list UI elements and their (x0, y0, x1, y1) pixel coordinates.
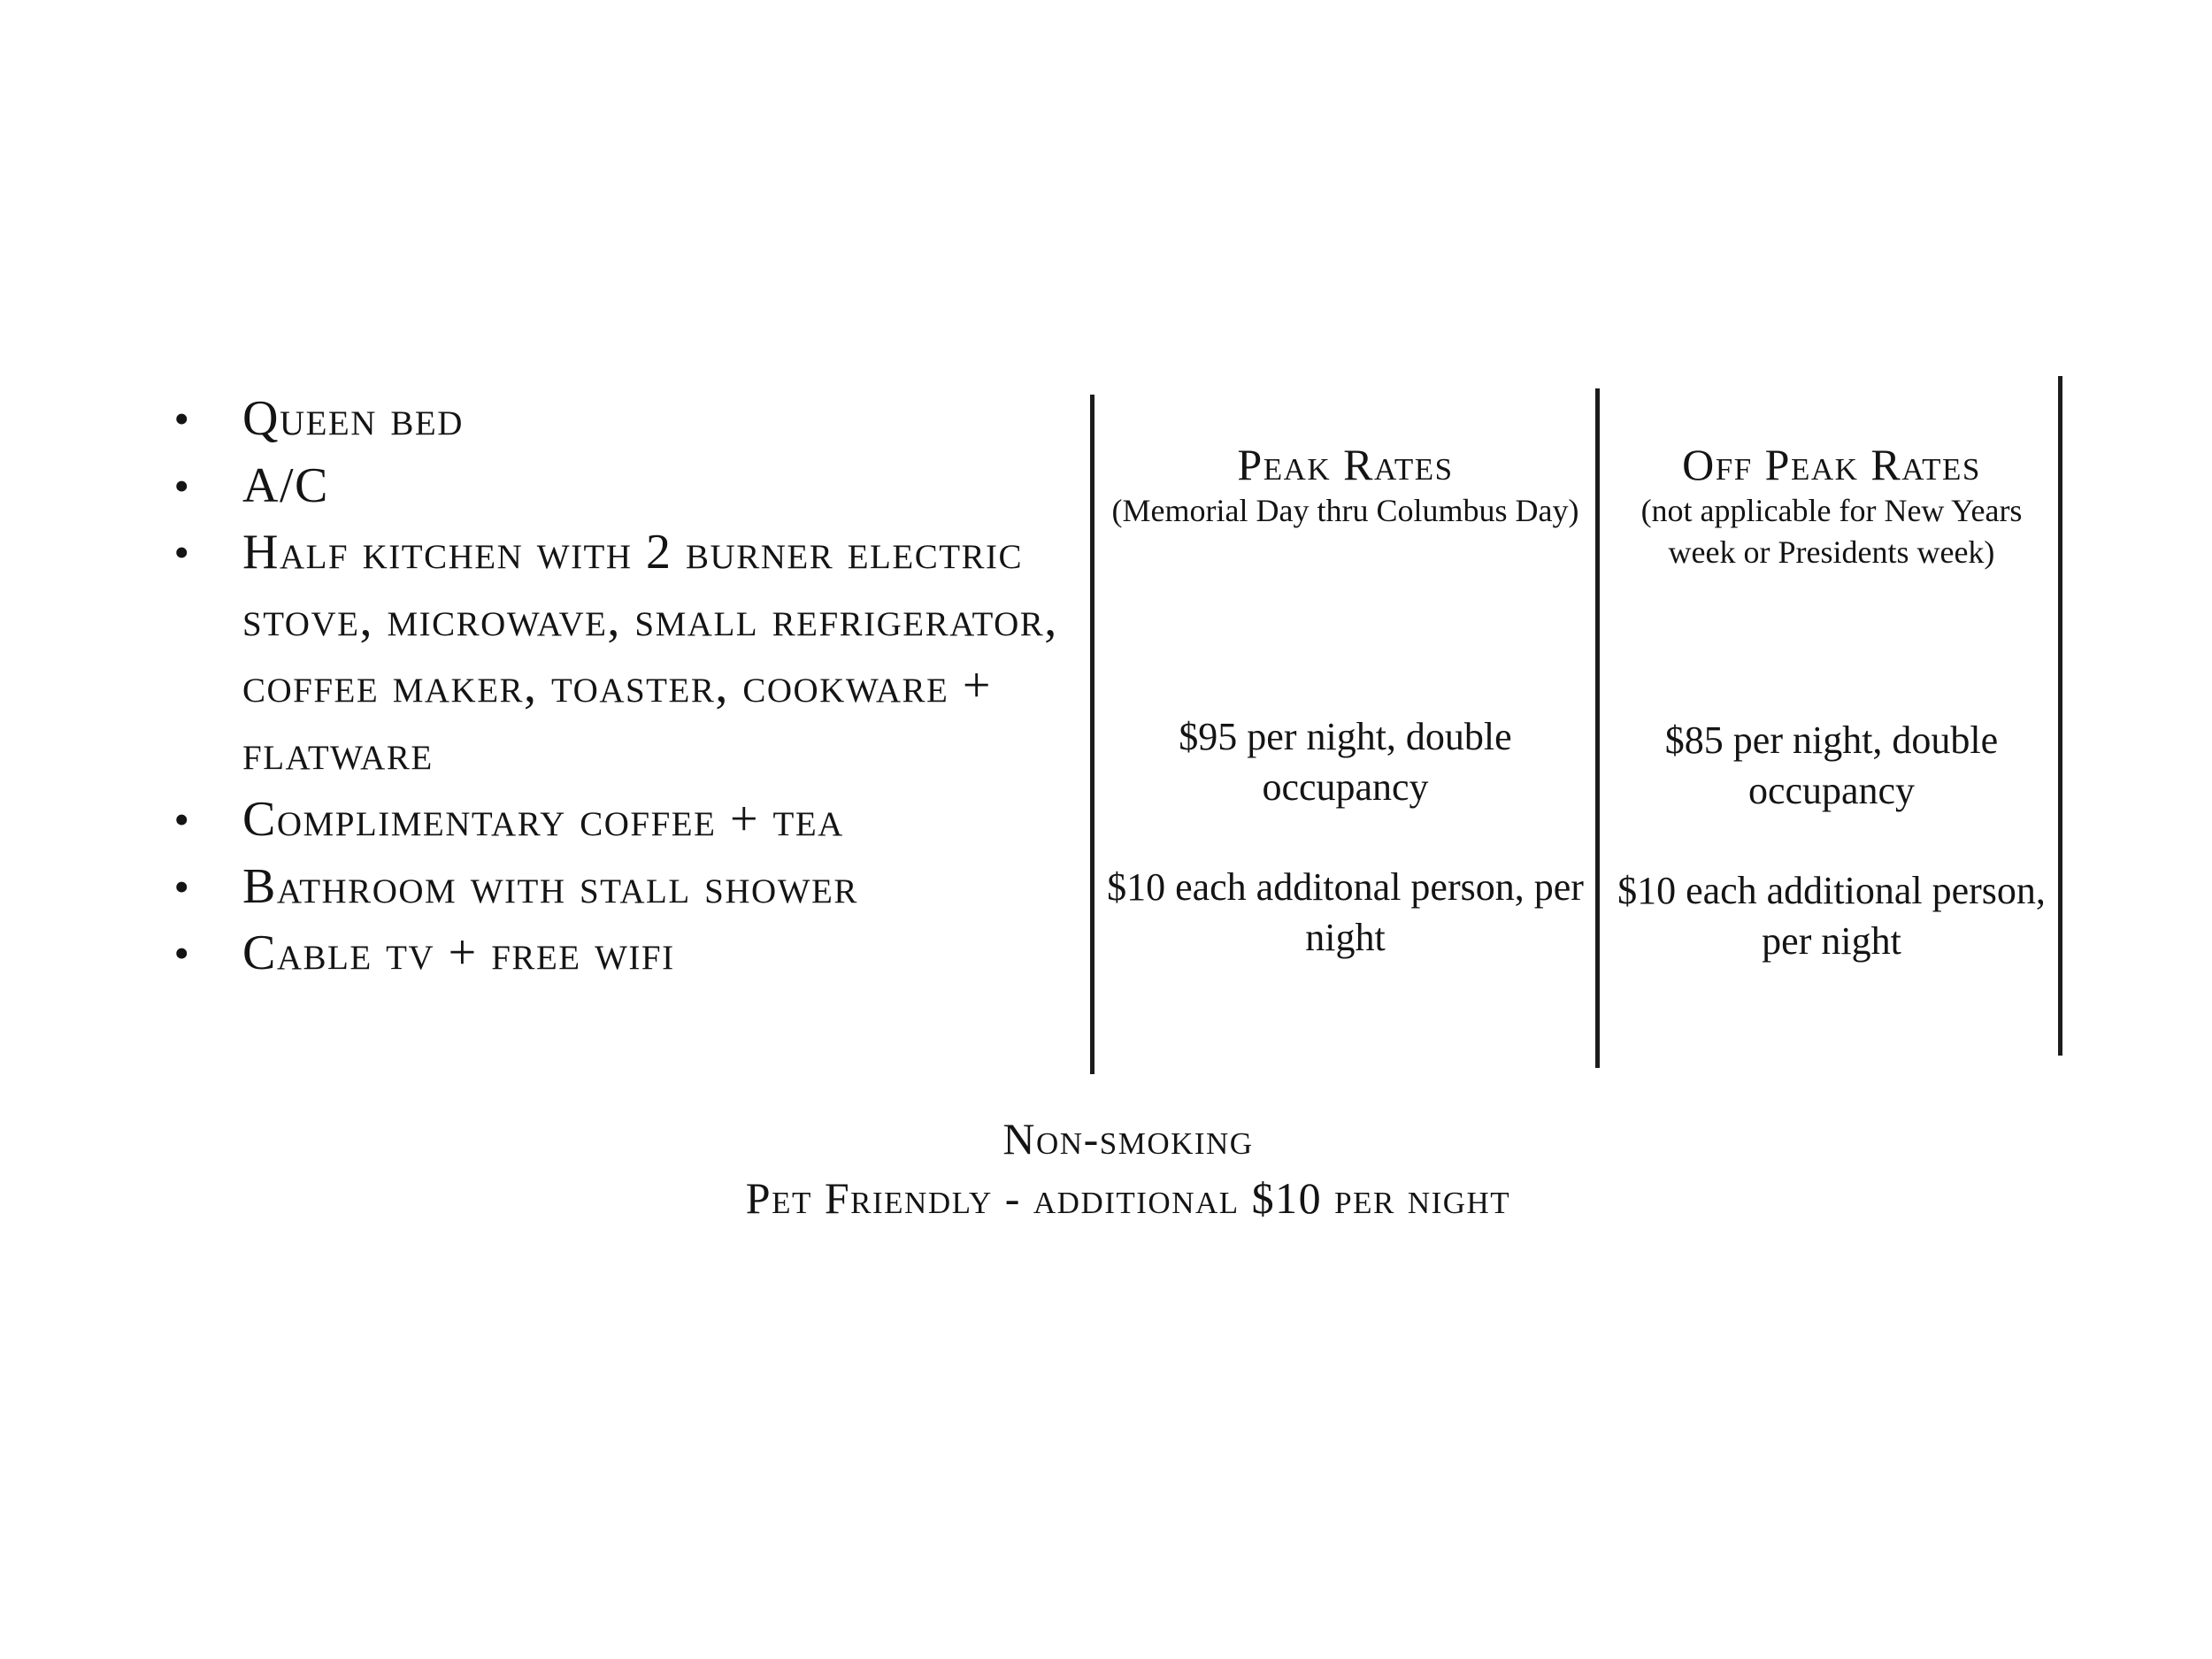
amenity-text: A/C (242, 457, 329, 513)
amenity-text: Half kitchen with 2 burner electric stove, microwave, small refrigerator, coffee maker, toaster, cookware + flatware (242, 525, 1058, 780)
amenities-list (173, 386, 1058, 987)
off-peak-rates-title: Off Peak Rates (1682, 440, 1981, 489)
peak-rates-title: Peak Rates (1237, 440, 1454, 489)
peak-rates-price: $95 per night, double occupancy (1179, 715, 1512, 809)
amenity-text: Queen bed (242, 391, 464, 446)
amenity-item-half-kitchen (173, 519, 1058, 787)
peak-rates-extra-person: $10 each additonal person, per night (1107, 865, 1584, 959)
amenity-text: Complimentary coffee + tea (242, 792, 844, 847)
amenity-item-bathroom (173, 854, 1058, 921)
off-peak-rates-extra-person: $10 each additional person, per night (1617, 869, 2046, 963)
bullet-icon: • (173, 394, 191, 443)
amenity-text: Cable tv + free wifi (242, 926, 675, 980)
peak-rates-note: (Memorial Day thru Columbus Day) (1111, 493, 1579, 528)
amenity-item-cable-wifi (173, 920, 1058, 987)
non-smoking-note: Non-smoking (1002, 1114, 1254, 1164)
column-divider-right (2058, 376, 2062, 1056)
off-peak-rates-price: $85 per night, double occupancy (1664, 718, 1999, 812)
amenity-text: Bathroom with stall shower (242, 858, 858, 914)
bullet-icon: • (173, 861, 191, 911)
amenity-item-coffee-tea (173, 787, 1058, 854)
amenity-item-queen-bed (173, 386, 1058, 453)
bullet-icon: • (173, 527, 191, 577)
pet-friendly-note: Pet Friendly - additional $10 per night (745, 1173, 1511, 1223)
bullet-icon: • (173, 795, 191, 844)
amenity-item-ac (173, 453, 1058, 520)
column-divider-left (1090, 395, 1094, 1074)
policy-notes (0, 1110, 2212, 1228)
column-divider-middle (1595, 388, 1600, 1068)
bullet-icon: • (173, 460, 191, 511)
off-peak-rates-note: (not applicable for New Years week or Presidents week) (1640, 493, 2023, 570)
bullet-icon: • (173, 928, 191, 978)
